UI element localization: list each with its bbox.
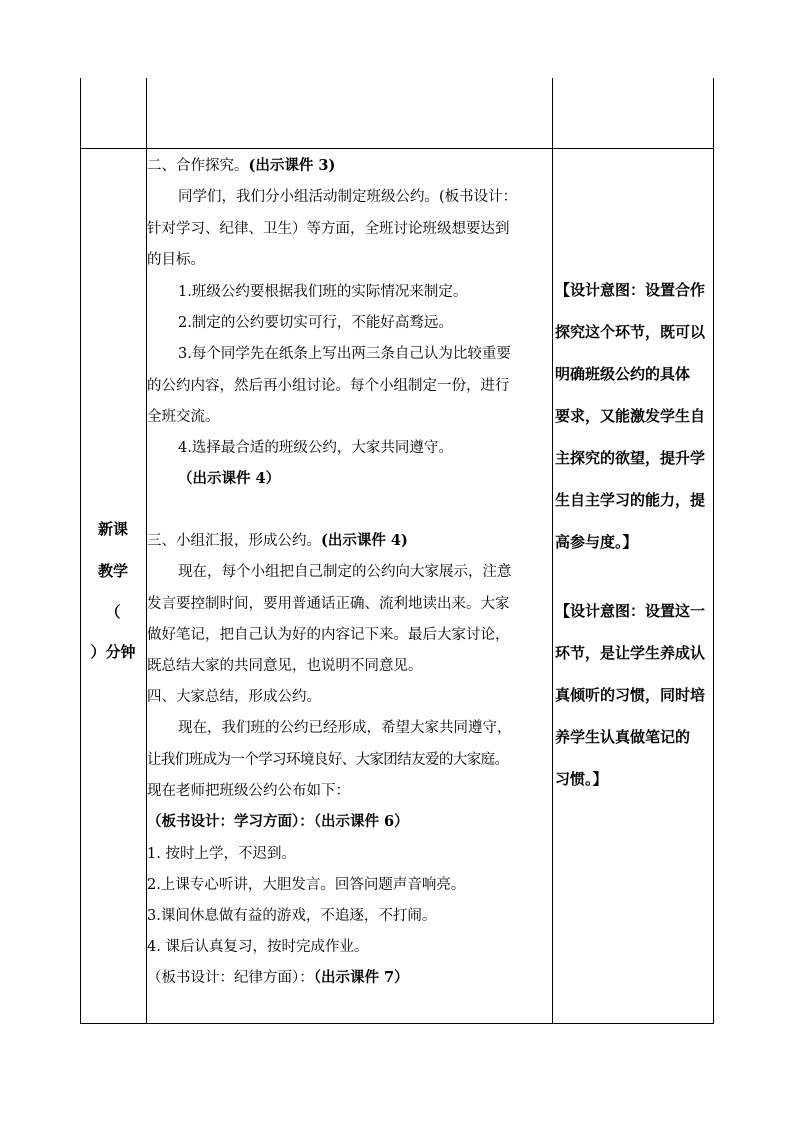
rule-item-3-line2: 的公约内容，然后再小组讨论。每个小组制定一份，进行 [147, 378, 510, 394]
design-note-2-line4: 养学生认真做笔记的 [555, 728, 691, 746]
section2-courseware-ref: (出示课件 3) [248, 157, 336, 174]
convention-rule-1: 1. 按时上学，不迟到。 [147, 846, 296, 862]
section2-paragraph-line1: 同学们，我们分小组活动制定班级公约。(板书设计： [178, 189, 518, 205]
board-design-study: （板书设计：学习方面）：（出示课件 6） [147, 813, 409, 830]
section3-courseware-ref: (出示课件 4) [321, 532, 408, 549]
convention-rule-4: 4. 课后认真复习，按时完成作业。 [147, 939, 369, 955]
board-design-discipline [147, 970, 409, 986]
section2-heading [147, 158, 335, 174]
section3-title: 三、小组汇报，形成公约。 [147, 533, 321, 549]
design-note-1-line1: 【设计意图：设置合作 [555, 281, 706, 299]
board-design-discipline-label: （板书设计：纪律方面）： [147, 970, 314, 986]
section3-paragraph-line4: 既总结大家的共同意见，也说明不同意见。 [147, 658, 423, 674]
table-border-bottom [80, 1023, 714, 1024]
design-note-1-line5: 主探究的欲望，提升学 [555, 449, 706, 467]
section4-paragraph-line3: 现在老师把班级公约公布如下： [147, 783, 350, 799]
stage-label-paren-open: （ [105, 603, 121, 621]
section4-paragraph-line2: 让我们班成为一个学习环境良好、大家团结友爱的大家庭。 [147, 752, 509, 768]
section2-title: 二、合作探究。 [147, 158, 249, 174]
section4-title: 四、大家总结，形成公约。 [147, 689, 321, 705]
design-note-2-line5: 习惯。】 [555, 770, 608, 788]
rule-item-3-line1: 3.每个同学先在纸条上写出两三条自己认为比较重要 [178, 346, 511, 362]
stage-label-xinke: 新课 [97, 520, 128, 538]
design-note-1-line4: 要求，又能激发学生自 [555, 407, 706, 425]
courseware-ref-4: （出示课件 4） [178, 470, 281, 487]
rule-item-3-line3: 全班交流。 [147, 409, 220, 425]
section3-paragraph-line2: 发言要控制时间，要用普通话正确、流利地读出来。大家 [147, 596, 510, 612]
convention-rule-2: 2.上课专心听讲，大胆发言。回答问题声音响亮。 [147, 877, 466, 893]
section2-paragraph-line2: 针对学习、纪律、卫生）等方面，全班讨论班级想要达到 [147, 221, 510, 237]
rule-item-4: 4.选择最合适的班级公约，大家共同遵守。 [178, 440, 453, 456]
section2-paragraph-line3: 的目标。 [147, 252, 205, 268]
table-divider-2 [552, 78, 553, 1024]
design-note-1-line3: 明确班级公约的具体 [555, 365, 691, 383]
section3-heading [147, 533, 408, 549]
stage-label-minutes: ）分钟 [90, 643, 136, 661]
section4-paragraph-line1: 现在，我们班的公约已经形成，希望大家共同遵守， [178, 720, 512, 736]
section3-paragraph-line1: 现在，每个小组把自己制定的公约向大家展示，注意 [178, 564, 512, 580]
design-note-2-line3: 真倾听的习惯，同时培 [555, 686, 706, 704]
design-note-1-line6: 生自主学习的能力，提 [555, 491, 706, 509]
convention-rule-3: 3.课间休息做有益的游戏，不追逐，不打闹。 [147, 908, 437, 924]
stage-label-jiaoxue: 教学 [97, 562, 128, 580]
rule-item-2: 2.制定的公约要切实可行，不能好高骛远。 [178, 315, 453, 331]
rule-item-1: 1.班级公约要根据我们班的实际情况来制定。 [178, 284, 468, 300]
board-design-discipline-ref: （出示课件 7） [313, 969, 409, 986]
table-row-separator [80, 148, 714, 149]
design-note-1-line7: 高参与度。】 [555, 533, 638, 551]
table-border-left [80, 78, 81, 1024]
design-note-2-line1: 【设计意图：设置这一 [555, 602, 706, 620]
section3-paragraph-line3: 做好笔记，把自己认为好的内容记下来。最后大家讨论， [147, 627, 510, 643]
table-border-right [713, 78, 714, 1024]
design-note-1-line2: 探究这个环节，既可以 [555, 323, 706, 341]
design-note-2-line2: 环节，是让学生养成认 [555, 644, 706, 662]
